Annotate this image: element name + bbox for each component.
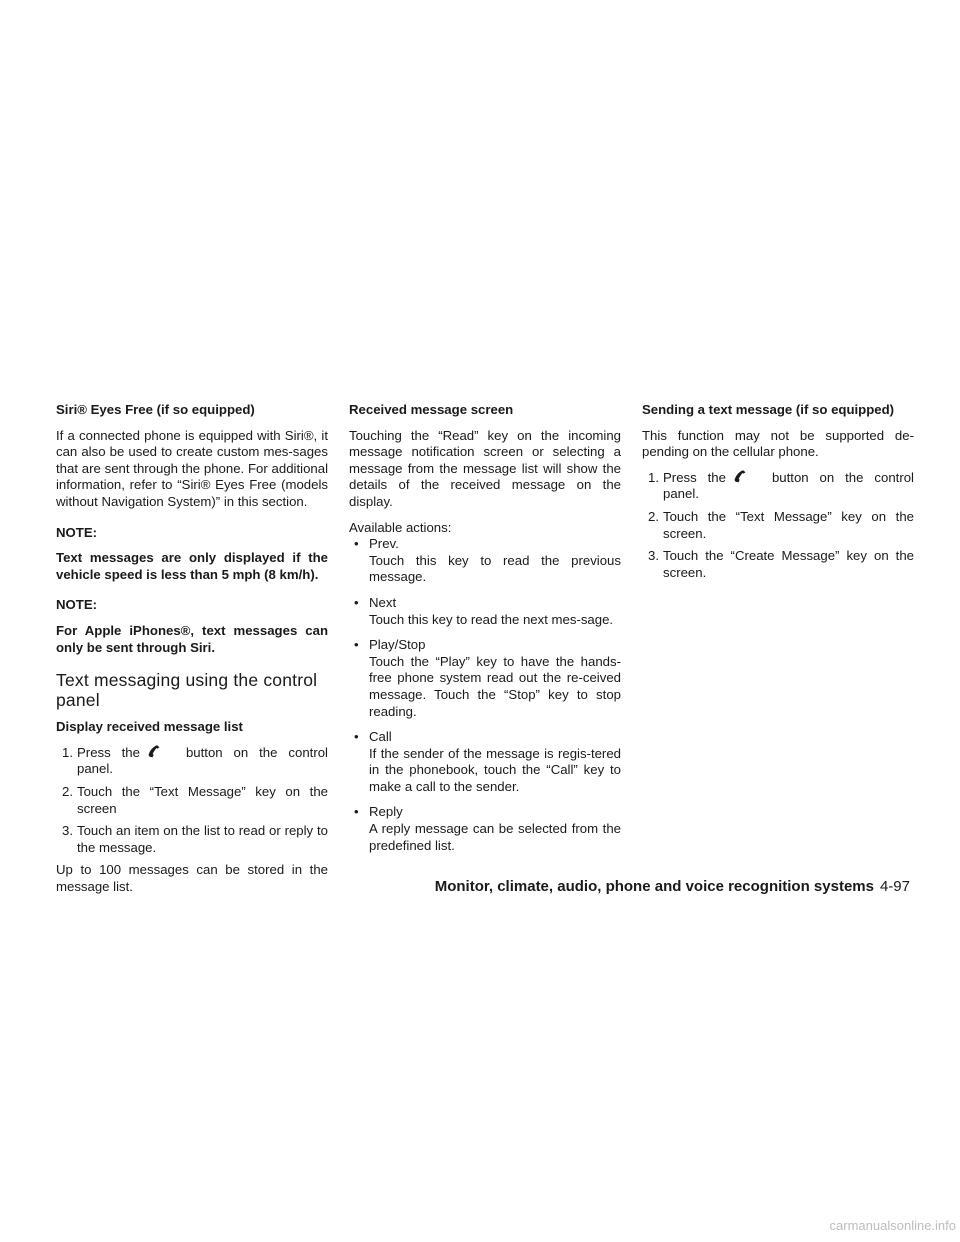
actions-list [349, 536, 621, 854]
actions-label: Available actions: [349, 519, 452, 535]
watermark: carmanualsonline.info [829, 1218, 956, 1233]
page-footer [430, 878, 910, 895]
note-label: NOTE: [56, 597, 98, 613]
sending-steps-list [642, 470, 914, 582]
action-name: Reply [369, 804, 403, 820]
received-intro: Touching the “Read” key on the incoming message notification screen or selecting a message from the message list will show the details of the received message on the display. [349, 427, 621, 509]
list-item: • Prev. Touch this key to read the previous message. [354, 536, 621, 585]
list-item: • Call If the sender of the message is regis-tered in the phonebook, touch the “Call” key to make a call to the sender. [354, 729, 621, 794]
list-item: • Play/Stop Touch the “Play” key to have the hands-free phone system read out the re-ceived message. Touch the “Stop” key to stop reading. [354, 637, 621, 719]
sending-intro: This function may not be supported de-pending on the cellular phone. [642, 427, 914, 460]
action-description: Touch this key to read the previous message. [369, 552, 621, 585]
phone-handset-icon [734, 470, 746, 483]
note-text: For Apple iPhones®, text messages can only be sent through Siri. [56, 622, 328, 655]
note-label: NOTE: [56, 524, 98, 540]
list-item: • Reply A reply message can be selected from the predefined list. [354, 804, 621, 853]
action-name: Prev. [369, 536, 399, 552]
list-item: 2. Touch the “Text Message” key on the screen. [648, 508, 914, 541]
phone-handset-icon [148, 745, 160, 758]
received-screen-heading: Received message screen [349, 402, 514, 417]
action-name: Play/Stop [369, 637, 426, 653]
list-item: • Next Touch this key to read the next mes-sage. [349, 595, 621, 628]
action-description: Touch this key to read the next mes-sage. [369, 611, 614, 627]
display-list-heading: Display received message list [56, 719, 243, 735]
storage-paragraph: Up to 100 messages can be stored in the message list. [56, 862, 328, 894]
page-number: 4-97 [879, 878, 910, 895]
siri-heading: Siri® Eyes Free (if so equipped) [56, 402, 255, 417]
siri-paragraph: If a connected phone is equipped with Siri®, it can also be used to create custom mes-sages that are sent through the phone. For additional information, refer to “Siri® Eyes Free (models without Navigation System)” in this section. [56, 427, 328, 509]
footer-section-title: Monitor, climate, audio, phone and voice recognition systems [434, 878, 874, 895]
action-name: Call [369, 729, 392, 745]
section-title: Text messaging using the control panel [56, 670, 318, 711]
column-right [642, 402, 914, 587]
column-middle [349, 402, 621, 863]
action-description: A reply message can be selected from the predefined list. [369, 821, 621, 853]
display-steps-list [56, 745, 328, 857]
column-left [56, 402, 328, 904]
sending-heading: Sending a text message (if so equipped) [642, 402, 895, 417]
list-item: 3. Touch an item on the list to read or reply to the message. [62, 823, 328, 855]
list-item: 2. Touch the “Text Message” key on the screen [62, 783, 328, 816]
list-item: 1. Press the button on the control panel. [62, 744, 328, 777]
list-item: 3. Touch the “Create Message” key on the screen. [648, 548, 914, 580]
list-item: 1. Press the button on the control panel. [648, 469, 914, 502]
action-description: If the sender of the message is regis-tered in the phonebook, touch the “Call” key to make a call to the sender. [369, 745, 621, 794]
action-name: Next [369, 594, 397, 610]
note-text: Text messages are only displayed if the vehicle speed is less than 5 mph (8 km/h). [56, 550, 328, 582]
action-description: Touch the “Play” key to have the hands-free phone system read out the re-ceived message. Touch the “Stop” key to stop reading. [369, 653, 621, 719]
